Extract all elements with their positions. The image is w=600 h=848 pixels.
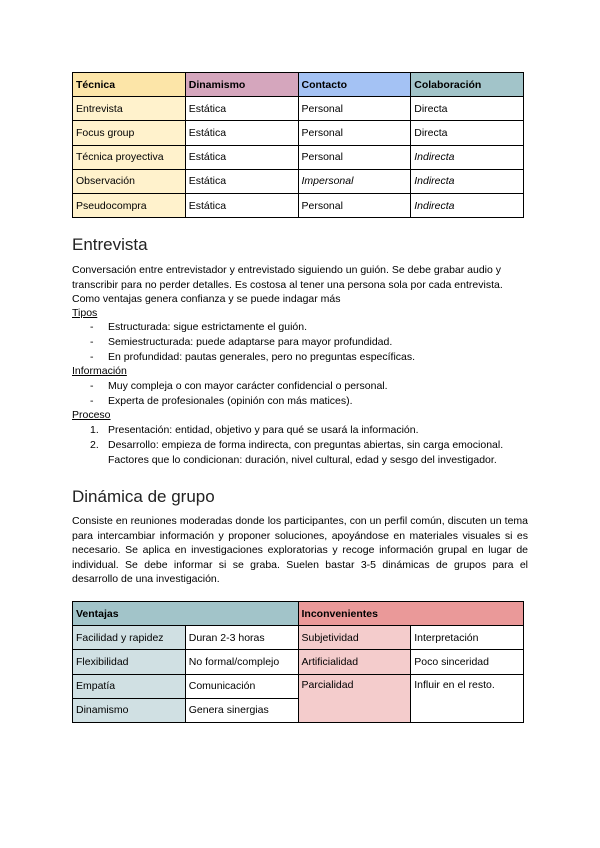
table-cell: Parcialidad <box>298 674 411 722</box>
table-cell: Entrevista <box>73 97 186 121</box>
table-cell: Facilidad y rapidez <box>73 626 186 650</box>
table-cell: Comunicación <box>185 674 298 698</box>
table-cell: Estática <box>185 145 298 169</box>
proceso-label: Proceso <box>72 409 111 421</box>
techniques-table <box>72 72 524 218</box>
table-cell: Interpretación <box>411 626 524 650</box>
table-row <box>73 145 524 169</box>
table-cell: Dinamismo <box>73 698 186 722</box>
table-row <box>73 121 524 145</box>
table-cell: Personal <box>298 97 411 121</box>
table-header-row <box>73 602 524 626</box>
table-header-row <box>73 73 524 97</box>
table-cell: Indirecta <box>411 169 524 193</box>
table-cell: Pseudocompra <box>73 193 186 217</box>
table-cell: Subjetividad <box>298 626 411 650</box>
header-contacto: Contacto <box>298 73 411 97</box>
list-item-text: Muy compleja o con mayor carácter confidencial o personal. <box>108 380 388 392</box>
table-cell: Flexibilidad <box>73 650 186 674</box>
list-item-continuation: Factores que lo condicionan: duración, nivel cultural, edad y sesgo del investigador. <box>108 454 497 466</box>
table-cell: Directa <box>411 97 524 121</box>
list-item: 2. Desarrollo: empieza de forma indirecta, con preguntas abiertas, sin carga emocional. <box>90 439 504 451</box>
table-row <box>73 97 524 121</box>
list-item: 1. Presentación: entidad, objetivo y para qué se usará la información. <box>90 424 419 436</box>
list-item-text: Desarrollo: empieza de forma indirecta, con preguntas abiertas, sin carga emocional. <box>108 439 504 451</box>
list-item-text: En profundidad: pautas generales, pero no preguntas específicas. <box>108 351 416 363</box>
table-cell: Estática <box>185 193 298 217</box>
table-cell: Influir en el resto. <box>411 674 524 722</box>
list-item: - Semiestructurada: puede adaptarse para mayor profundidad. <box>90 336 393 348</box>
table-cell: Observación <box>73 169 186 193</box>
table-cell: Directa <box>411 121 524 145</box>
heading-dinamica: Dinámica de grupo <box>72 487 215 506</box>
table-cell: Genera sinergias <box>185 698 298 722</box>
table-cell: Personal <box>298 193 411 217</box>
table-cell: Personal <box>298 121 411 145</box>
table-cell: Artificialidad <box>298 650 411 674</box>
header-dinamismo: Dinamismo <box>185 73 298 97</box>
pros-cons-table <box>72 601 524 723</box>
table-row <box>73 193 524 217</box>
header-inconvenientes: Inconvenientes <box>298 602 524 626</box>
list-item: - Muy compleja o con mayor carácter confidencial o personal. <box>90 380 388 392</box>
heading-entrevista: Entrevista <box>72 235 148 254</box>
informacion-label: Información <box>72 365 127 377</box>
list-item-text: Experta de profesionales (opinión con más matices). <box>108 395 353 407</box>
table-cell: Técnica proyectiva <box>73 145 186 169</box>
table-row <box>73 650 524 674</box>
table-cell: No formal/complejo <box>185 650 298 674</box>
header-ventajas: Ventajas <box>73 602 299 626</box>
table-row <box>73 169 524 193</box>
table-cell: Duran 2-3 horas <box>185 626 298 650</box>
list-item: - Experta de profesionales (opinión con más matices). <box>90 395 353 407</box>
header-colaboracion: Colaboración <box>411 73 524 97</box>
list-item: - En profundidad: pautas generales, pero no preguntas específicas. <box>90 351 416 363</box>
table-cell: Focus group <box>73 121 186 145</box>
table-cell: Estática <box>185 121 298 145</box>
list-item-text: Presentación: entidad, objetivo y para qué se usará la información. <box>108 424 419 436</box>
table-cell: Empatía <box>73 674 186 698</box>
header-tecnica: Técnica <box>73 73 186 97</box>
table-row <box>73 626 524 650</box>
list-item: - Estructurada: sigue estrictamente el guión. <box>90 321 308 333</box>
table-cell: Estática <box>185 169 298 193</box>
table-cell: Estática <box>185 97 298 121</box>
tipos-label: Tipos <box>72 307 98 319</box>
list-item-text: Estructurada: sigue estrictamente el guión. <box>108 321 308 333</box>
table-cell: Poco sinceridad <box>411 650 524 674</box>
table-cell: Impersonal <box>298 169 411 193</box>
table-cell: Indirecta <box>411 193 524 217</box>
dinamica-text: Consiste en reuniones moderadas donde los participantes, con un perfil común, discuten un tema para intercambiar información y proponer soluciones, apoyándose en materiales visuales si es necesario. Se aplica en investigaciones exploratorias y recoge información grupal en lugar de individual. Se debe informar si se graba. Suelen bastar 3-5 dinámicas de grupos para el desarrollo de una investigación. <box>72 515 528 586</box>
table-row <box>73 674 524 698</box>
table-cell: Indirecta <box>411 145 524 169</box>
list-item-text: Semiestructurada: puede adaptarse para mayor profundidad. <box>108 336 393 348</box>
entrevista-intro: Conversación entre entrevistador y entrevistado siguiendo un guión. Se debe grabar audio y transcribir para no perder detalles. Es costosa al tener una persona sola por cada entrevista. Como ventajas genera confianza y se puede indagar más <box>72 264 503 306</box>
table-cell: Personal <box>298 145 411 169</box>
